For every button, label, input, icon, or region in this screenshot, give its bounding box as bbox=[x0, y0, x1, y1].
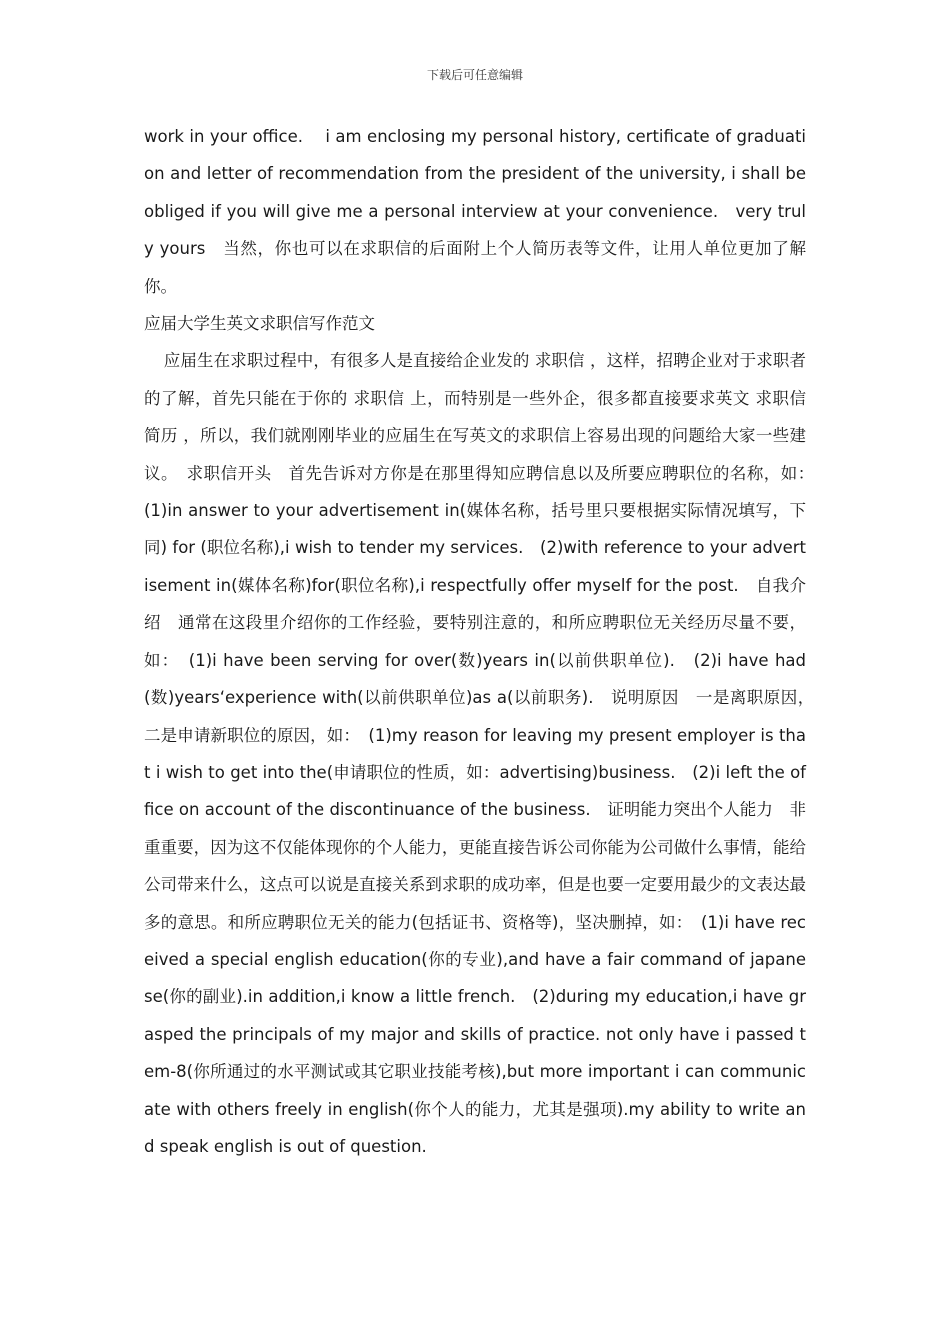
intro-paragraph: work in your office. i am enclosing my personal history, certificate of graduation and letter of recommendation from the president of the university, i shall be obliged if you will give me a personal interview at your convenience. very truly yours 当然，你也可以在求职信的后面附上个人简历表等文件，让用人单位更加了解你。 bbox=[144, 127, 806, 296]
page-header: 下载后可任意编辑 bbox=[426, 68, 523, 82]
document-body bbox=[144, 118, 823, 1165]
main-paragraph: 应届生在求职过程中，有很多人是直接给企业发的 求职信 ，这样，招聘企业对于求职者的了解，首先只能在于你的 求职信 上，而特别是一些外企，很多都直接要求英文 求职信 简历 ，所以，我们就刚刚毕业的应届生在写英文的求职信上容易出现的问题给大家一些建议。 求职信开头 首先告诉对方你是在那里得知应聘信息以及所要应聘职位的名称，如： (1)in answer to your advertisement in(媒体名称，括号里只要根据实际情况填写，下同) for (职位名称),i wish to tender my services. (2)with reference to your advertisement in(媒体名称)for(职位名称),i respectfully offer myself for the post. 自我介绍 通常在这段里介绍你的工作经验，要特别注意的，和所应聘职位无关经历尽量不要，如： (1)i have been serving for over(数)years in(以前供职单位). (2)i have had(数)years‘experience with(以前供职单位)as a(以前职务). 说明原因 一是离职原因， 二是申请新职位的原因，如： (1)my reason for leaving my present employer is that i wish to get into the(申请职位的性质，如：advertising)business. (2)i left the office on account of the discontinuance of the business. 证明能力突出个人能力 非重重要，因为这不仅能体现你的个人能力，更能直接告诉公司你能为公司做什么事情，能给公司带来什么，这点可以说是直接关系到求职的成功率，但是也要一定要用最少的文表达最多的意思。和所应聘职位无关的能力(包括证书、资格等)，坚决删掉，如： (1)i have received a special english education(你的专业),and have a fair command of japanese(你的副业).in addition,i know a little french. (2)during my education,i have grasped the principals of my major and skills of practice. not only have i passed tem-8(你所通过的水平测试或其它职业技能考核),but more important i can communicate with others freely in english(你个人的能力，尤其是强项).my ability to write and speak english is out of question. bbox=[144, 351, 823, 1156]
section-heading: 应届大学生英文求职信写作范文 bbox=[144, 314, 375, 334]
